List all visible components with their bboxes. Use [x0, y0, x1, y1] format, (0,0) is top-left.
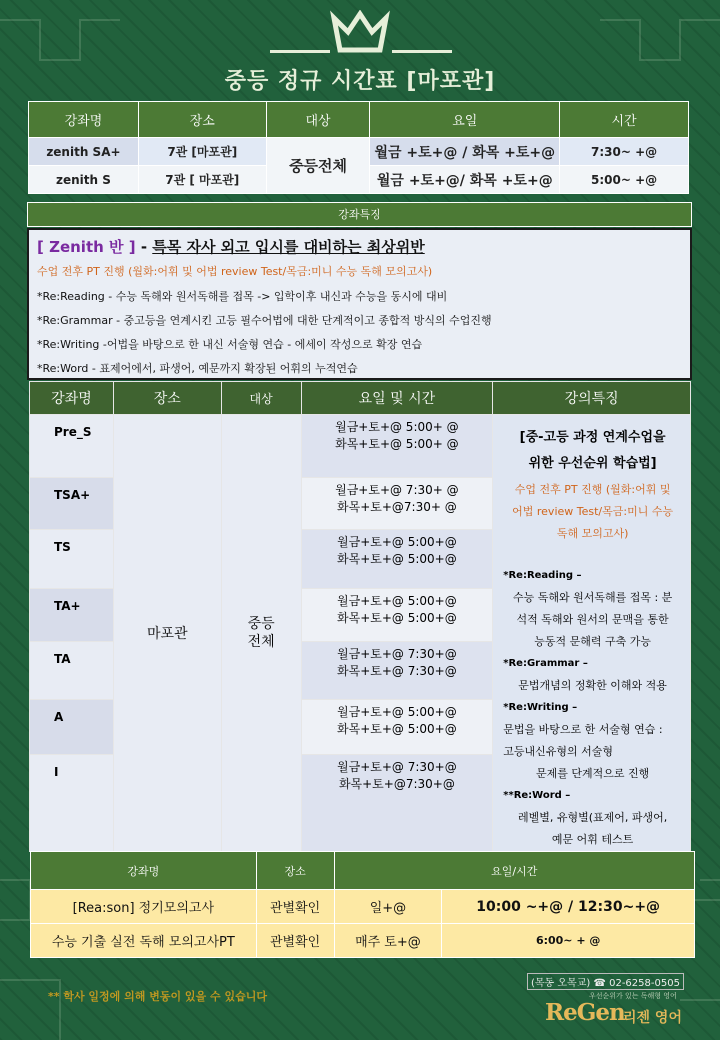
- crown-icon: [330, 10, 390, 54]
- desc-reading-3: 능동적 문해력 구축 가능: [534, 635, 651, 648]
- desc-word-title: **Re:Word –: [503, 790, 571, 801]
- title-line-left: [270, 50, 330, 53]
- place: 관별확인: [256, 924, 334, 958]
- pt-line: 수업 전후 PT 진행 (월화:어휘 및 어법 review Test/목금:미니 수능 독해 모의고사): [37, 265, 433, 278]
- desc-grammar-1: 문법개념의 정확한 이해와 적용: [518, 679, 667, 692]
- desc-reading-2: 석적 독해와 원서의 문맥을 통한: [516, 613, 669, 626]
- course-name: zenith SA+: [29, 138, 139, 166]
- schedule-line: 화목+토+@ 5:00+@: [337, 722, 457, 737]
- course-name: zenith S: [29, 166, 139, 194]
- features-box: [27, 228, 692, 380]
- header: [0, 0, 720, 100]
- col-header-course: 강좌명: [30, 382, 114, 415]
- course-name: TSA+: [30, 477, 114, 530]
- desc-writing-1: 문법을 바탕으로 한 서술형 연습 :: [503, 723, 663, 736]
- desc-reading-title: *Re:Reading –: [503, 570, 582, 581]
- col-header-description: 강의특징: [493, 382, 691, 415]
- target-line-1: 중등: [247, 616, 275, 632]
- schedule: [301, 754, 493, 851]
- title-line-right: [392, 50, 452, 53]
- course-name: 수능 기출 실전 독해 모의고사PT: [31, 924, 257, 958]
- col-header-time: 시간: [560, 102, 689, 138]
- place: 관별확인: [256, 890, 334, 924]
- time: 6:00~ + @: [442, 924, 695, 958]
- day: 매주 토+@: [334, 924, 442, 958]
- time: 7:30~ +@: [560, 138, 689, 166]
- schedule: [301, 641, 493, 700]
- feature-grammar: *Re:Grammar - 중고등을 연계시킨 고등 필수어법에 대한 단계적이고 종합적 방식의 수업진행: [37, 314, 492, 327]
- desc-heading-line: [중-고등 과정 연계수업을: [519, 430, 666, 445]
- schedule: [301, 530, 493, 589]
- place: 7관 [마포관]: [138, 138, 266, 166]
- desc-reading-1: 수능 독해와 원서독해를 접목 : 분: [512, 591, 673, 604]
- course-name: TS: [30, 530, 114, 589]
- desc-heading: [499, 425, 686, 477]
- schedule-line: 화목+토+@ 5:00+@: [337, 610, 457, 625]
- logo-korean: 리젠 영어: [623, 1010, 682, 1026]
- col-header-days-time: 요일 및 시간: [301, 382, 493, 415]
- zenith-tag: [ Zenith 반 ]: [37, 238, 136, 256]
- zenith-dash: -: [135, 238, 153, 256]
- schedule-line: 화목+토+@ 5:00+@: [337, 552, 457, 567]
- col-header-place: 장소: [113, 382, 221, 415]
- days: 월금 +토+@/ 화목 +토+@: [370, 166, 560, 194]
- logo-main: ReGen: [545, 999, 625, 1026]
- desc-grammar-title: *Re:Grammar –: [503, 658, 588, 669]
- desc-pt-line: 독해 모의고사): [556, 527, 629, 540]
- col-header-place: 장소: [138, 102, 266, 138]
- day: 일+@: [334, 890, 442, 924]
- table-row: [31, 924, 695, 958]
- target-line-2: 전체: [247, 634, 275, 650]
- target: [221, 415, 301, 852]
- desc-word-2: 예문 어휘 테스트: [551, 833, 634, 846]
- regen-logo: [545, 992, 685, 1027]
- zenith-line: [37, 236, 682, 257]
- table-row: [31, 890, 695, 924]
- feature-word: *Re:Word - 표제어에서, 파생어, 예문까지 확장된 어휘의 누적연습: [37, 362, 358, 375]
- page-title: 중등 정규 시간표 [마포관]: [224, 69, 496, 94]
- schedule-line: 화목+토+@7:30+ @: [337, 499, 457, 514]
- place: 마포관: [113, 415, 221, 852]
- course-description: [493, 415, 691, 852]
- exam-table: [30, 851, 695, 958]
- features-heading: 강좌특징: [27, 202, 692, 227]
- desc-pt: [499, 479, 686, 545]
- course-name: [Rea:son] 정기모의고사: [31, 890, 257, 924]
- schedule: [301, 588, 493, 641]
- col-header-target: 대상: [266, 102, 370, 138]
- course-name: TA+: [30, 588, 114, 641]
- col-header-place: 장소: [256, 852, 334, 890]
- schedule-line: 화목+토+@ 5:00+ @: [335, 437, 459, 451]
- col-header-course: 강좌명: [31, 852, 257, 890]
- schedule-line: 월금+토+@ 5:00+@: [337, 593, 457, 608]
- col-header-days: 요일: [370, 102, 560, 138]
- desc-writing-2: 고등내신유형의 서술형: [503, 745, 613, 758]
- desc-writing-3: 문제를 단계적으로 진행: [535, 767, 650, 780]
- schedule-line: 월금+토+@ 7:30+@: [337, 646, 457, 661]
- time: 10:00 ~+@ / 12:30~+@: [442, 890, 695, 924]
- schedule: [301, 415, 493, 478]
- schedule: [301, 700, 493, 755]
- course-name: Pre_S: [30, 415, 114, 478]
- schedule: [301, 477, 493, 530]
- desc-heading-line: 위한 우선순위 학습법]: [528, 456, 657, 471]
- col-header-course: 강좌명: [29, 102, 139, 138]
- zenith-desc: 특목 자사 외고 입시를 대비하는 최상위반: [152, 238, 425, 256]
- schedule-line: 화목+토+@7:30+@: [338, 776, 455, 791]
- schedule-line: 화목+토+@ 7:30+@: [337, 663, 457, 678]
- schedule-line: 월금+토+@ 7:30+ @: [335, 482, 459, 497]
- schedule-change-note: ** 학사 일정에 의해 변동이 있을 수 있습니다: [48, 990, 267, 1003]
- desc-word-1: 레벨별, 유형별(표제어, 파생어,: [517, 811, 668, 824]
- desc-writing-title: *Re:Writing –: [503, 702, 578, 713]
- col-header-target: 대상: [221, 382, 301, 415]
- feature-reading: *Re:Reading - 수능 독해와 원서독해를 접목 -> 입학이후 내신과 수능을 동시에 대비: [37, 290, 448, 303]
- desc-pt-line: 수업 전후 PT 진행 (월화:어휘 및: [514, 483, 671, 496]
- logo-tagline: 우선순위가 있는 독해형 영어: [589, 992, 677, 1000]
- place: 7관 [ 마포관]: [138, 166, 266, 194]
- table-row: [30, 415, 691, 478]
- schedule-line: 월금+토+@ 5:00+@: [337, 535, 457, 550]
- table-row: [29, 138, 689, 166]
- summary-table: [28, 101, 689, 194]
- contact-info: (목동 오목교) ☎ 02-6258-0505: [527, 973, 684, 990]
- schedule-line: 월금+토+@ 5:00+ @: [335, 420, 459, 434]
- days: 월금 +토+@ / 화목 +토+@: [370, 138, 560, 166]
- schedule-line: 월금+토+@ 7:30+@: [337, 759, 457, 774]
- feature-writing: *Re:Writing -어법을 바탕으로 한 내신 서술형 연습 - 에세이 작성으로 확장 연습: [37, 338, 423, 351]
- target: 중등전체: [266, 138, 370, 194]
- col-header-day-time: 요일/시간: [334, 852, 694, 890]
- schedule-line: 월금+토+@ 5:00+@: [337, 705, 457, 720]
- course-name: TA: [30, 641, 114, 700]
- course-name: A: [30, 700, 114, 755]
- schedule-table: [29, 381, 691, 852]
- course-name: I: [30, 754, 114, 851]
- desc-pt-line: 어법 review Test/목금:미니 수능: [512, 505, 674, 518]
- time: 5:00~ +@: [560, 166, 689, 194]
